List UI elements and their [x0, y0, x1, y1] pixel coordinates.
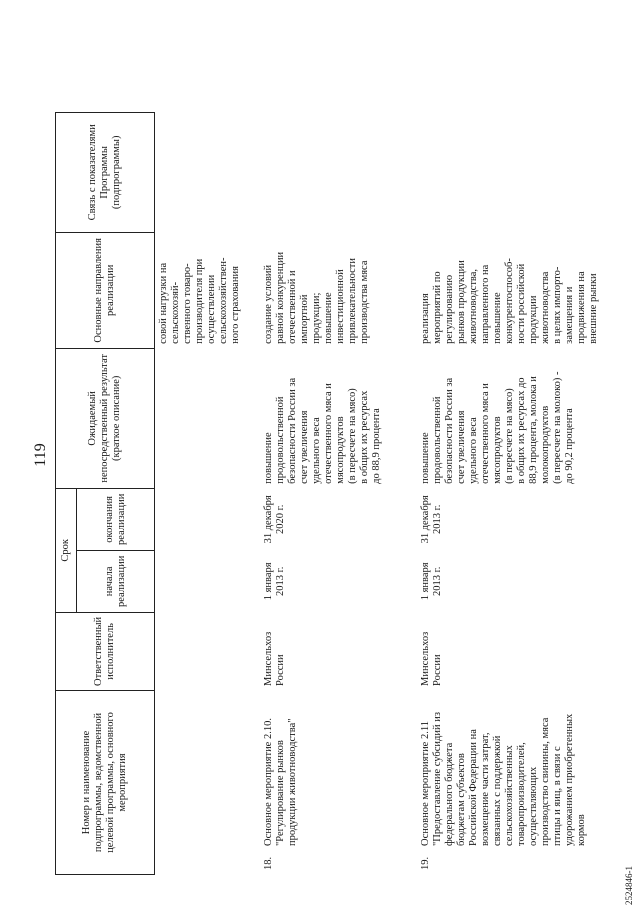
- row-result: повышение продовольственной безопасности России за счет увеличения удельного веса отечественного мяса и мясопродуктов (в пересчете на мясо) в общих их ресурсах до 88,9 процента, молока и молокопродуктов (в пересчете на молоко) - до 90,2 процента: [420, 371, 575, 484]
- page-number: 119: [32, 443, 49, 467]
- row-link: [253, 112, 406, 232]
- header-executor: Ответственный исполнитель: [56, 612, 155, 690]
- row-end: 31 декабря 2013 г.: [420, 495, 443, 544]
- document-number: 2524846-1: [624, 866, 634, 905]
- program-table: [55, 112, 603, 875]
- table-row: [406, 112, 603, 874]
- table-row: [253, 112, 406, 874]
- continuation-row: [155, 112, 254, 874]
- row-start: 1 января 2013 г.: [420, 562, 443, 601]
- row-number: 18.: [263, 856, 274, 870]
- header-term: Срок: [56, 488, 77, 612]
- row-end: 31 декабря 2020 г.: [263, 495, 286, 544]
- header-link: Связь с показателями Программы (подпрограммы): [56, 112, 155, 232]
- row-directions: реализация мероприятий по регулированию рынков продукции животноводства, направленного на повышение конкурентоспособ- ности российской продукции животноводства в целях импорто- замещения и продвижения на внешние рынки: [420, 258, 599, 344]
- row-directions: создание условий равной конкуренции отечественной и импортной продукции; повышение инвестиционной привлекательности производства мяса: [263, 251, 370, 344]
- header-name: Номер и наименование подпрограммы, ведомственной целевой программы, основного мероприятия: [56, 691, 155, 875]
- table-header-row: [56, 112, 77, 874]
- row-result: повышение продовольственной безопасности России за счет увеличения удельного веса отечественного мяса и мясопродуктов (в пересчете на мясо) в общих их ресурсах до 88,9 процента: [263, 377, 382, 484]
- continuation-directions: совой нагрузки на сельскохозяй- ственного товаро- производителя при осуществлении сельскохозяйствен- ного страхования: [158, 257, 241, 344]
- row-name: Основное мероприятие 2.10. "Регулирование рынков продукции животноводства": [263, 718, 298, 846]
- row-start: 1 января 2013 г.: [263, 562, 286, 601]
- row-number: 19.: [420, 856, 431, 870]
- header-term-start: начала реализации: [77, 550, 155, 612]
- header-term-end: окончания реализации: [77, 488, 155, 550]
- row-link: [406, 112, 603, 232]
- row-name: Основное мероприятие 2.11 "Предоставление субсидий из федерального бюджета бюджетам субъектов Российской Федерации на возмещение части затрат, связанных с поддержкой сельскохозяйственных товаропроизводителей, осуществляющих производство свинины, мяса птицы и яиц, в связи с удорожанием приобретенных кормов: [420, 711, 587, 846]
- header-result: Ожидаемый непосредственный результат (краткое описание): [56, 348, 155, 488]
- row-executor: Минсельхоз России: [263, 631, 286, 686]
- header-directions: Основные направления реализации: [56, 232, 155, 348]
- row-executor: Минсельхоз России: [420, 631, 443, 686]
